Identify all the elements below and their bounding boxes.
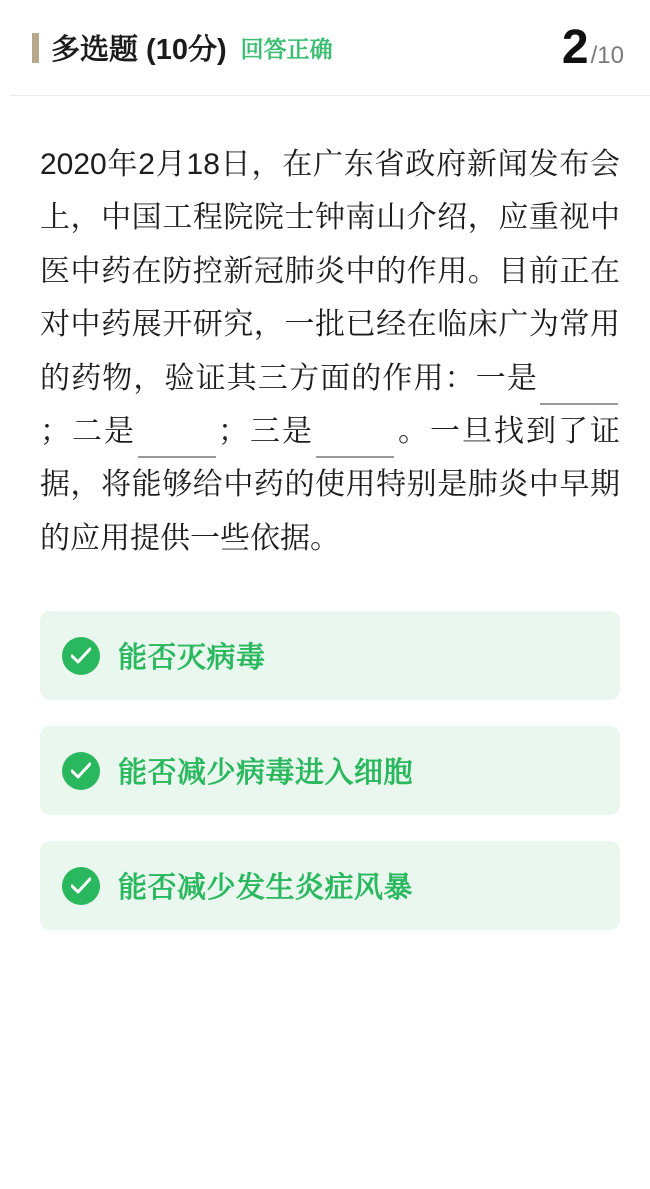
check-circle-icon <box>62 867 100 905</box>
accent-bar <box>32 33 39 63</box>
answer-result-badge: 回答正确 <box>240 36 333 62</box>
check-circle-icon <box>62 637 100 675</box>
question-text <box>10 96 650 565</box>
options-list <box>10 611 650 930</box>
option-item[interactable] <box>40 841 620 930</box>
option-label: 能否减少病毒进入细胞 <box>118 757 414 790</box>
quiz-header <box>10 0 650 96</box>
question-text-part-2: ；二是 <box>40 414 136 448</box>
option-label: 能否减少发生炎症风暴 <box>118 872 414 905</box>
option-item[interactable] <box>40 726 620 815</box>
question-text-part-1: 2020年2月18日，在广东省政府新闻发布会上，中国工程院院士钟南山介绍，应重视中医中药在防控新冠肺炎中的作用。目前正在对中药展开研究，一批已经在临床广为常用的药物，验证其三方面的作用：一是 <box>40 148 620 395</box>
check-circle-icon <box>62 752 100 790</box>
answer-blank-2 <box>138 428 216 458</box>
question-text-part-4: 。一旦找到了证据，将能够给中药的使用特别是肺炎中早期的应用提供一些依据。 <box>40 414 620 555</box>
question-text-part-3: ；三是 <box>218 414 314 448</box>
option-label: 能否灭病毒 <box>118 642 266 675</box>
score-current: 2 <box>561 20 589 74</box>
answer-blank-1 <box>540 375 618 405</box>
score-total: /10 <box>590 41 624 69</box>
answer-blank-3 <box>316 428 394 458</box>
score-display <box>561 20 624 74</box>
option-item[interactable] <box>40 611 620 700</box>
question-type-label: 多选题 (10分) <box>51 34 227 66</box>
